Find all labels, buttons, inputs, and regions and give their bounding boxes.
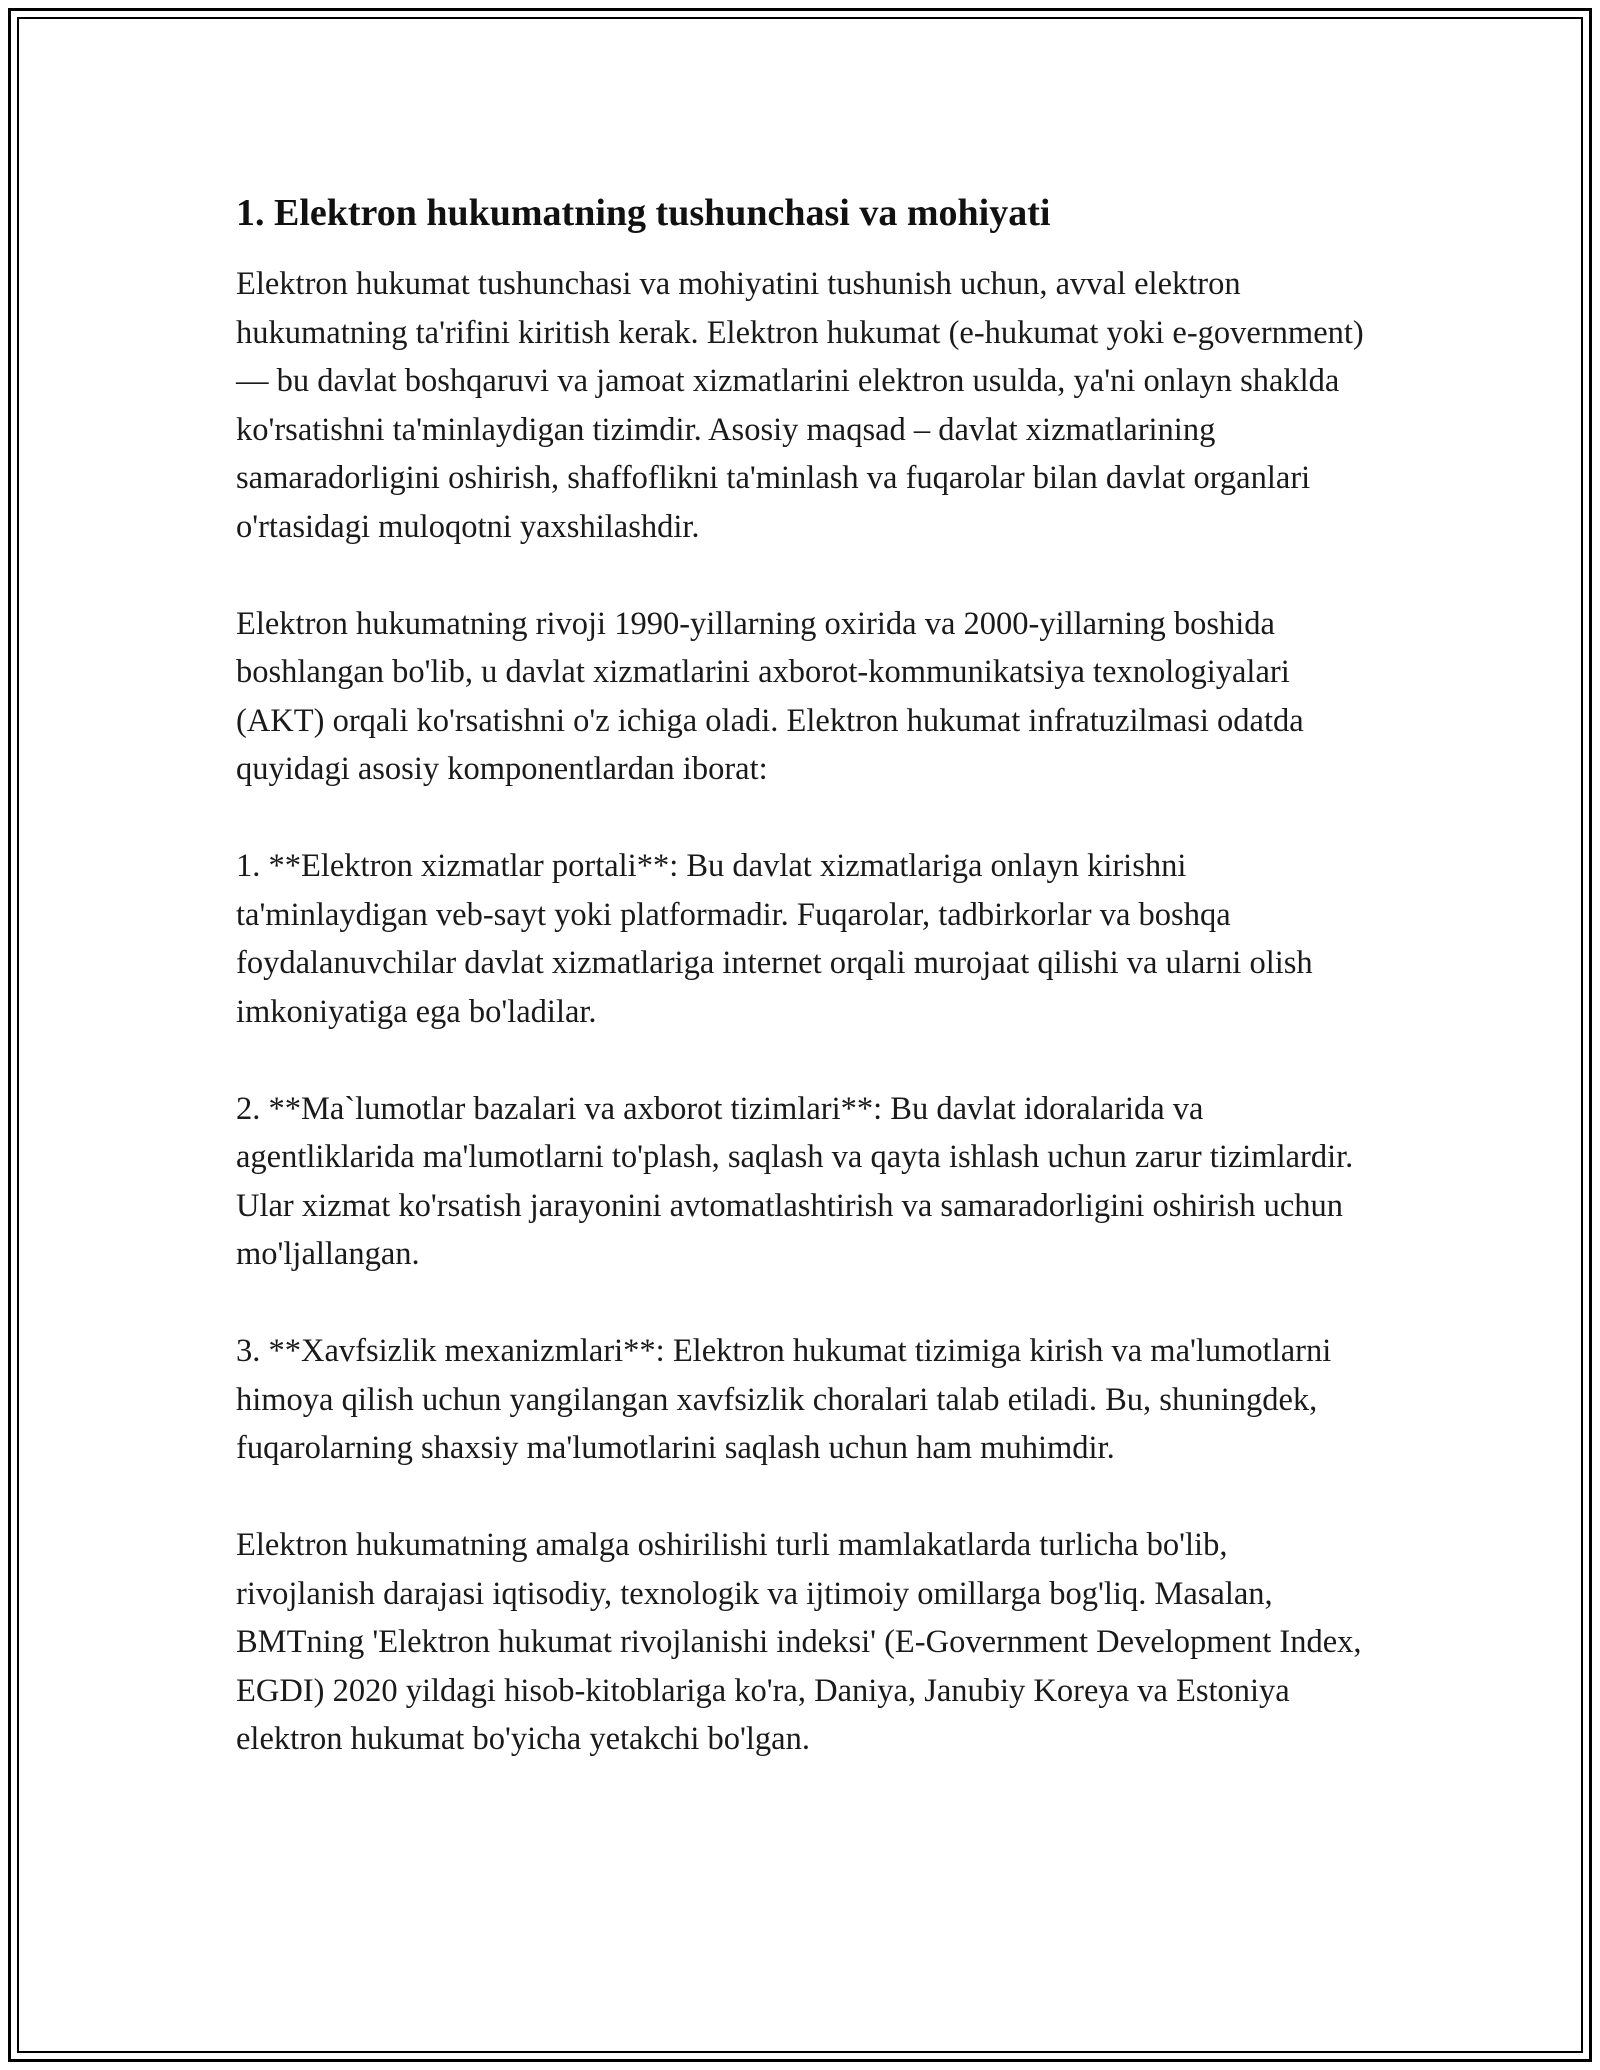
paragraph-component-databases: 2. **Ma`lumotlar bazalari va axborot tizimlari**: Bu davlat idoralarida va agentliklarida ma'lumotlarni to'plash, saqlash va qayta ishlash uchun zarur tizimlardir. Ular xizmat ko'rsatish jarayonini avtomatlashtirish va samaradorligini oshirish uchun mo'ljallangan.	[236, 1090, 1354, 1272]
paragraph-history: Elektron hukumatning rivoji 1990-yillarning oxirida va 2000-yillarning boshida boshlangan bo'lib, u davlat xizmatlarini axborot-kommunikatsiya texnologiyalari (AKT) orqali ko'rsatishni o'z ichiga oladi. Elektron hukumat infratuzilmasi odatda quyidagi asosiy komponentlardan iborat:	[236, 605, 1304, 787]
paragraph-definition: Elektron hukumat tushunchasi va mohiyatini tushunish uchun, avval elektron hukumatning ta'rifini kiritish kerak. Elektron hukumat (e-hukumat yoki e-government) — bu davlat boshqaruvi va jamoat xizmatlarini elektron usulda, ya'ni onlayn shaklda ko'rsatishni ta'minlaydigan tizimdir. Asosiy maqsad – davlat xizmatlarining samaradorligini oshirish, shaffoflikni ta'minlash va fuqarolar bilan davlat organlari o'rtasidagi muloqotni yaxshilashdir.	[236, 266, 1364, 545]
section-heading: 1. Elektron hukumatning tushunchasi va mohiyati	[236, 192, 1051, 234]
document-body	[236, 186, 1366, 1764]
paragraph-component-portal: 1. **Elektron xizmatlar portali**: Bu davlat xizmatlariga onlayn kirishni ta'minlaydigan veb-sayt yoki platformadir. Fuqarolar, tadbirkorlar va boshqa foydalanuvchilar davlat xizmatlariga internet orqali murojaat qilishi va ularni olish imkoniyatiga ega bo'ladilar.	[236, 848, 1313, 1030]
paragraph-implementation: Elektron hukumatning amalga oshirilishi turli mamlakatlarda turlicha bo'lib, rivojlanish darajasi iqtisodiy, texnologik va ijtimoiy omillarga bog'liq. Masalan, BMTning 'Elektron hukumat rivojlanishi indeksi' (E-Government Development Index, EGDI) 2020 yildagi hisob-kitoblariga ko'ra, Daniya, Janubiy Koreya va Estoniya elektron hukumat bo'yicha yetakchi bo'lgan.	[236, 1527, 1362, 1757]
paragraph-component-security: 3. **Xavfsizlik mexanizmlari**: Elektron hukumat tizimiga kirish va ma'lumotlarni himoya qilish uchun yangilangan xavfsizlik choralari talab etiladi. Bu, shuningdek, fuqarolarning shaxsiy ma'lumotlarini saqlash uchun ham muhimdir.	[236, 1333, 1332, 1466]
